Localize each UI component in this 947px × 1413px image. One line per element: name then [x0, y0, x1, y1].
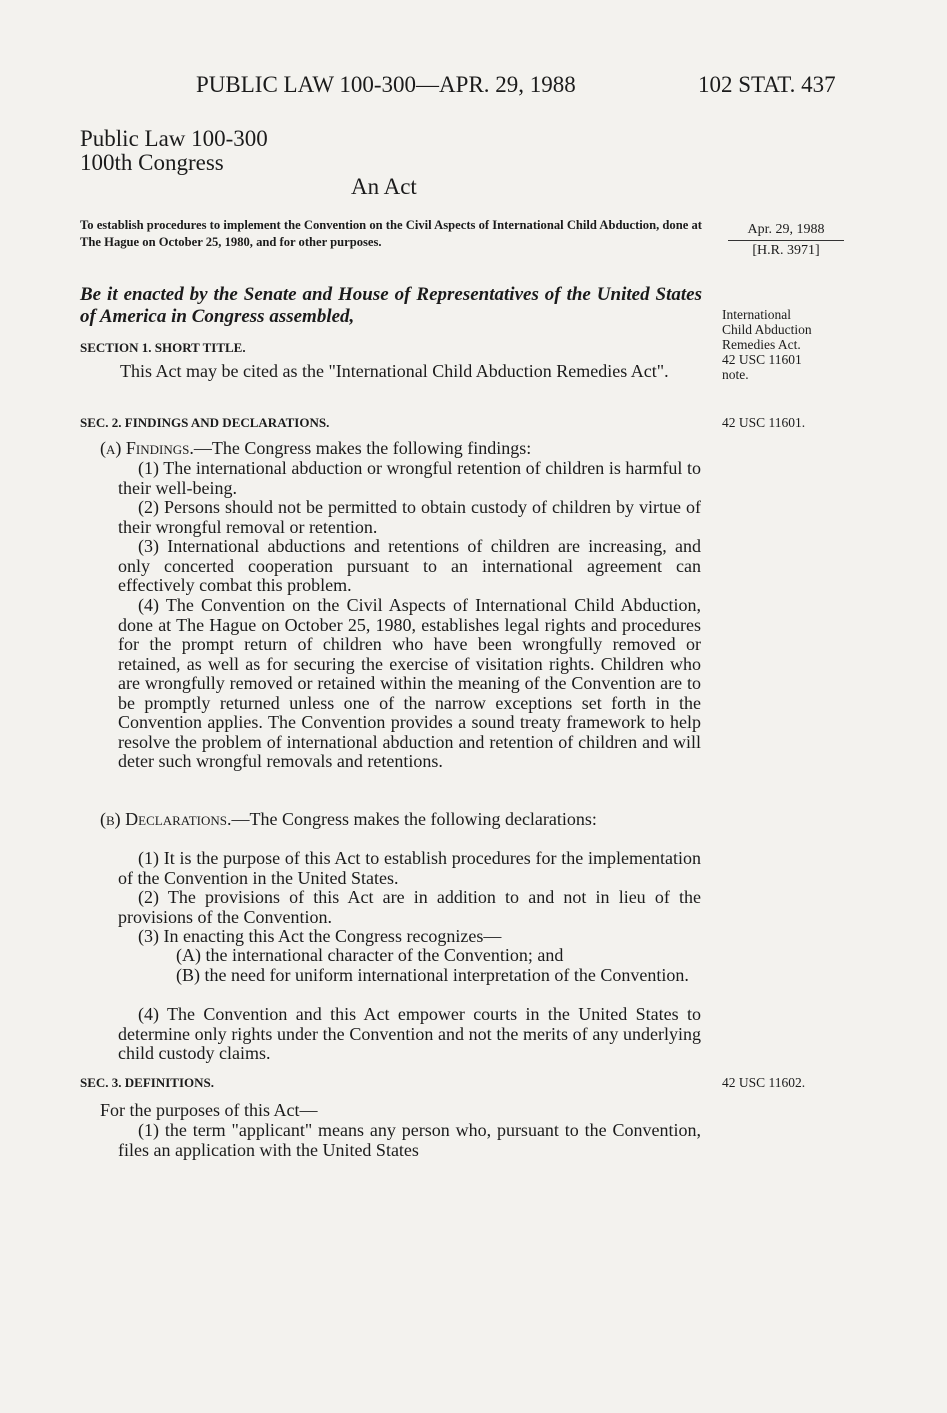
declaration-3: (3) In enacting this Act the Congress recognizes—	[138, 926, 502, 946]
running-header-page-number: 102 STAT. 437	[698, 72, 836, 97]
purpose-statement: To establish procedures to implement the Convention on the Civil Aspects of International Child Abduction, done at The Hague on October 25, 1980, and for other purposes.	[80, 218, 702, 249]
finding-1: (1) The international abduction or wrongful retention of children is harmful to their well-being.	[118, 458, 701, 498]
findings-intro: (a) Findings.—The Congress makes the following findings:	[100, 438, 532, 458]
recognizes-a: (A) the international character of the Convention; and	[176, 945, 564, 965]
section-1-heading: SECTION 1. SHORT TITLE.	[80, 340, 246, 355]
section-2-heading: SEC. 2. FINDINGS AND DECLARATIONS.	[80, 415, 330, 430]
finding-4: (4) The Convention on the Civil Aspects of International Child Abduction, done at The Hague on October 25, 1980, establishes legal rights and procedures for the prompt return of children who have been wrongfully removed or retained, as well as for securing the exercise of visitation rights. Children who are wrongfully removed or retained within the meaning of the Convention are to be promptly returned unless one of the narrow exceptions set forth in the Convention applies. The Convention provides a sound treaty framework to help resolve the problem of international abduction and retention of children and will deter such wrongful removals and retentions.	[118, 595, 701, 771]
margin-note-sec3: 42 USC 11602.	[722, 1075, 806, 1090]
margin-note-short-title: International Child Abduction Remedies Act. 42 USC 11601 note.	[722, 307, 812, 382]
margin-date-box	[728, 222, 844, 259]
congress-number: 100th Congress	[80, 150, 224, 175]
public-law-number: Public Law 100-300	[80, 126, 268, 151]
section-3-heading: SEC. 3. DEFINITIONS.	[80, 1075, 215, 1090]
declarations-label: (b) Declarations.	[100, 809, 232, 829]
declaration-1: (1) It is the purpose of this Act to establish procedures for the implementation of the Convention in the United States.	[118, 848, 701, 888]
running-header-left: PUBLIC LAW 100-300—APR. 29, 1988	[196, 72, 576, 97]
margin-bill-number: [H.R. 3971]	[752, 243, 820, 258]
declarations-intro: (b) Declarations.—The Congress makes the following declarations:	[100, 809, 597, 829]
definitions-intro: For the purposes of this Act—	[100, 1100, 318, 1120]
margin-date: Apr. 29, 1988	[728, 222, 844, 241]
section-1-text: This Act may be cited as the "International Child Abduction Remedies Act".	[120, 361, 669, 381]
declaration-2: (2) The provisions of this Act are in addition to and not in lieu of the provisions of the Convention.	[118, 887, 701, 927]
recognizes-b: (B) the need for uniform international interpretation of the Convention.	[176, 965, 689, 985]
declaration-4: (4) The Convention and this Act empower courts in the United States to determine only rights under the Convention and not the merits of any underlying child custody claims.	[118, 1004, 701, 1063]
finding-3: (3) International abductions and retentions of children are increasing, and only concerted cooperation pursuant to an international agreement can effectively combat this problem.	[118, 536, 701, 595]
margin-note-sec2: 42 USC 11601.	[722, 415, 806, 430]
enacting-clause: Be it enacted by the Senate and House of Representatives of the United States of America in Congress assembled,	[80, 284, 702, 327]
act-title: An Act	[351, 174, 417, 199]
definition-1: (1) the term "applicant" means any person who, pursuant to the Convention, files an application with the United States	[118, 1120, 701, 1160]
finding-2: (2) Persons should not be permitted to obtain custody of children by virtue of their wrongful removal or retention.	[118, 497, 701, 537]
findings-label: (a) Findings.	[100, 438, 194, 458]
